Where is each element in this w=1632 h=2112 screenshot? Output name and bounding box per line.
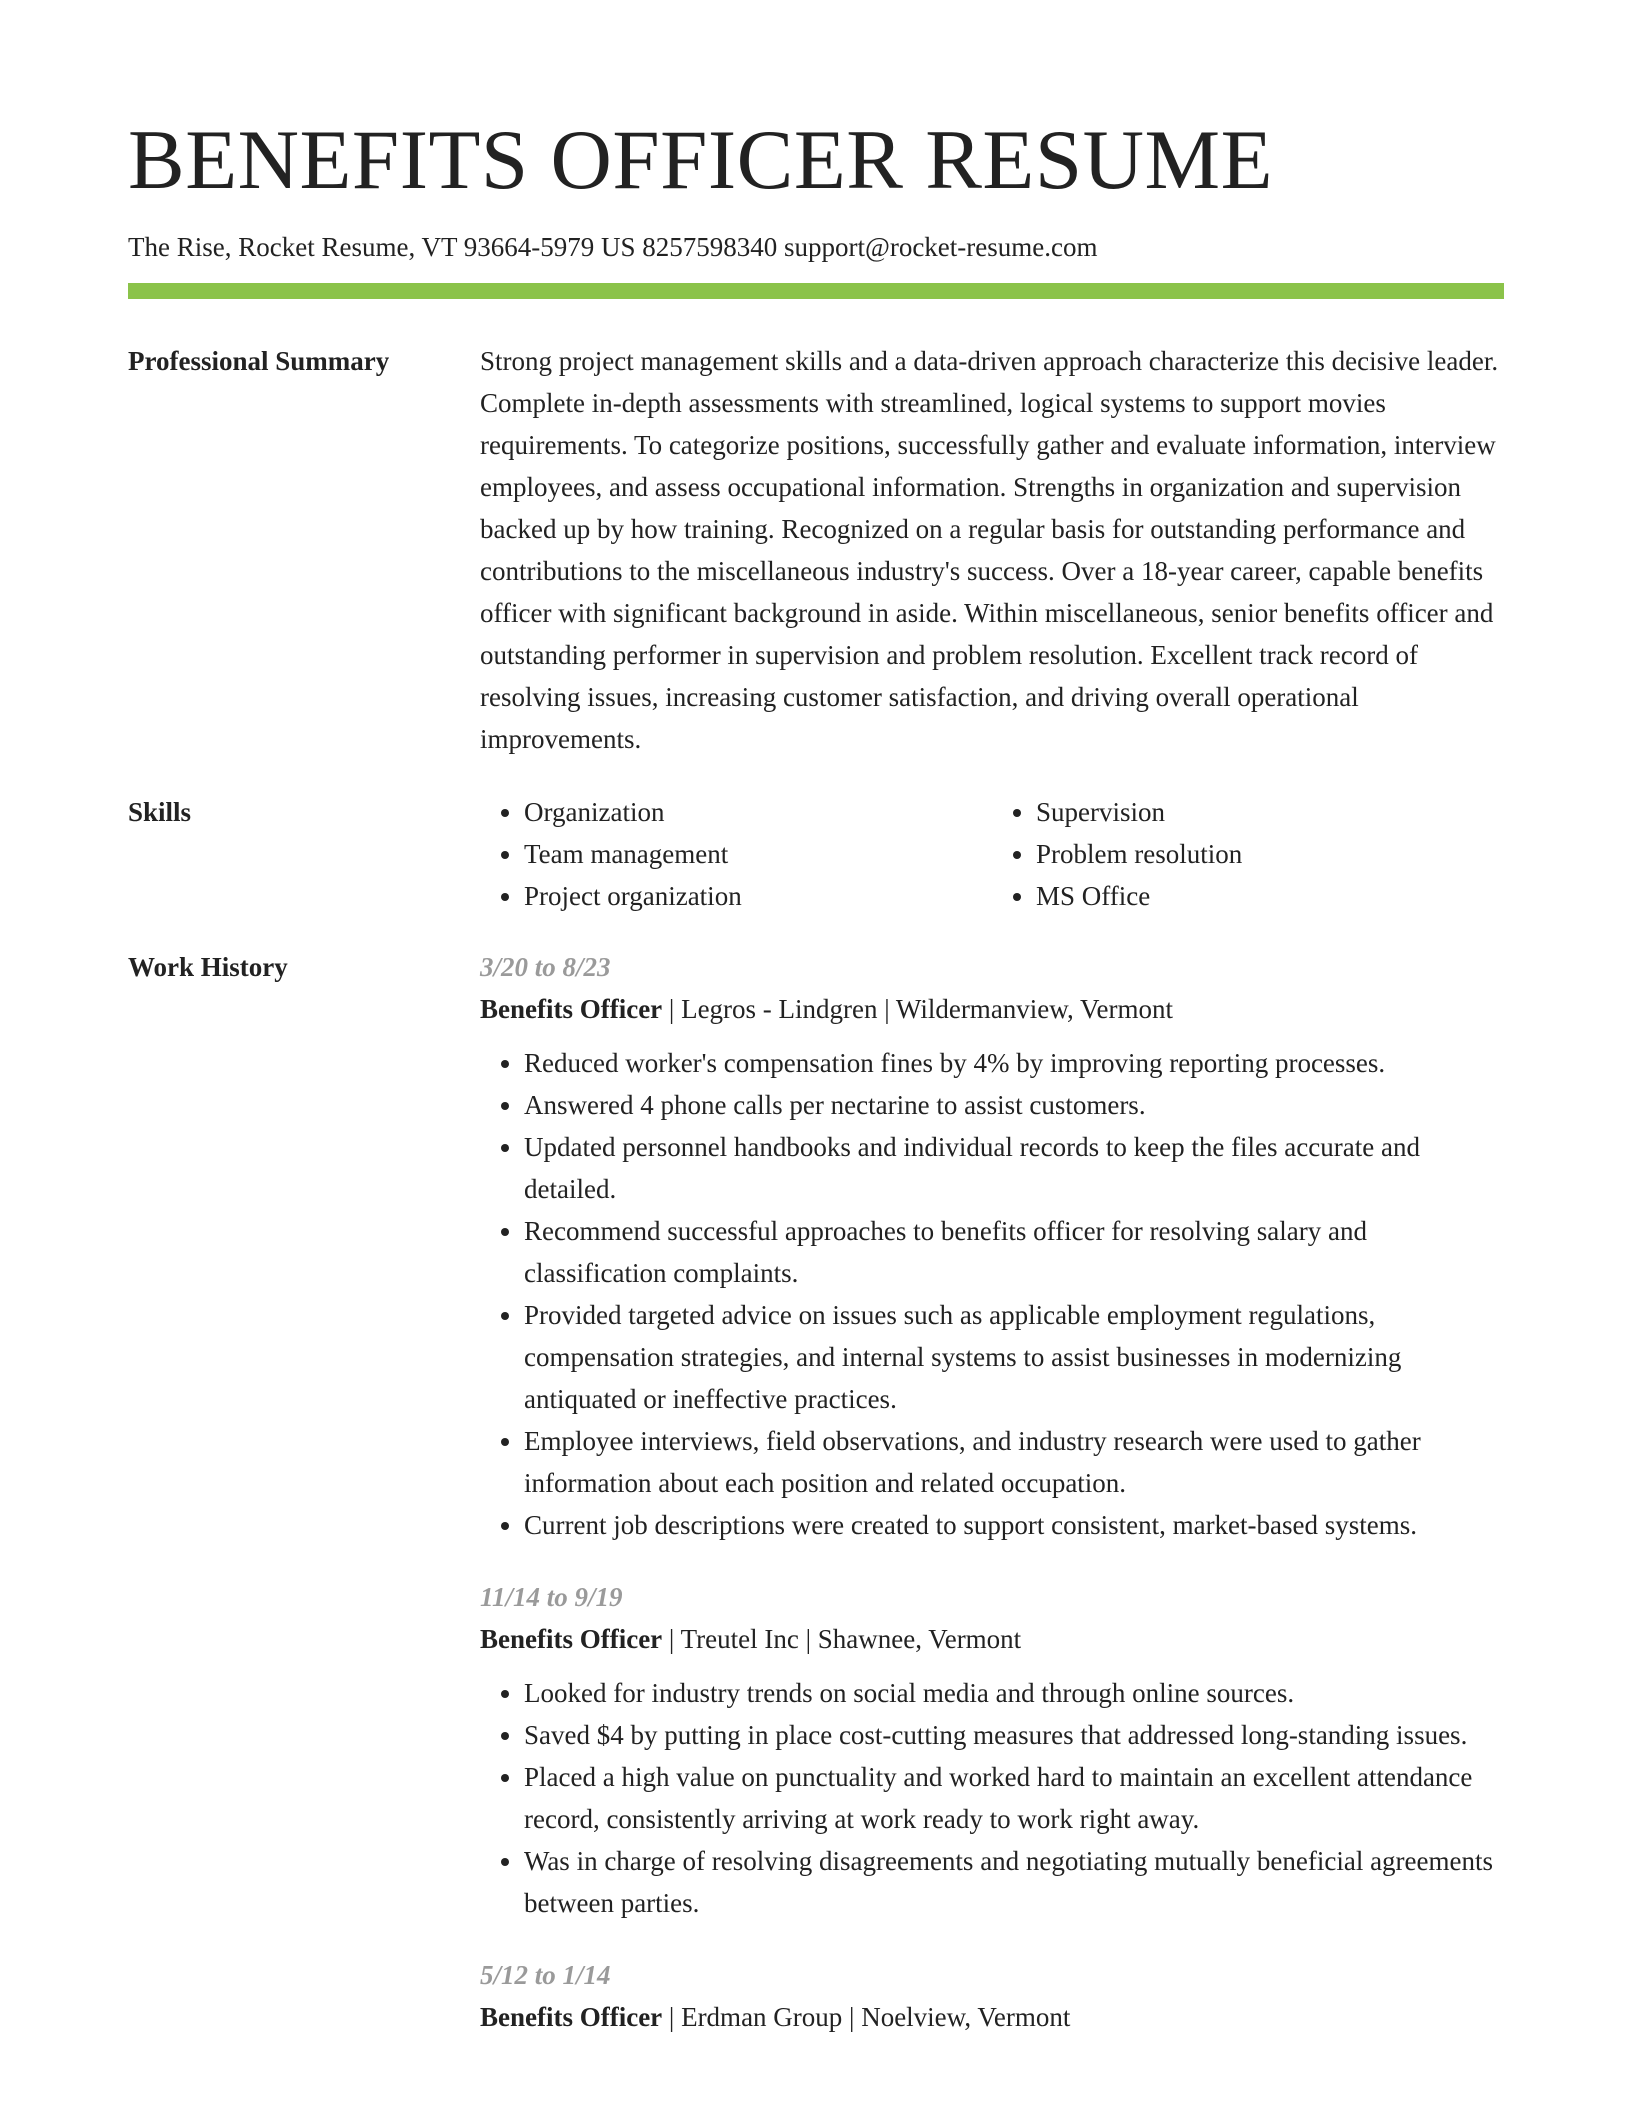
job-bullets [480,1672,1504,1924]
job-bullet: • Saved $4 by putting in place cost-cutting measures that addressed long-standing issues. [524,1714,1504,1756]
contact-address: The Rise, Rocket Resume, VT 93664-5979 US [128,232,636,262]
job-entry [480,946,1504,1546]
skills-label: Skills [128,797,192,828]
skill-item: • Team management [524,833,992,875]
skill-item: • Project organization [524,875,992,917]
skill-item: • Supervision [1036,791,1504,833]
job-dates: 5/12 to 1/14 [480,1960,611,1991]
contact-line [128,231,1504,263]
job-bullet: • Placed a high value on punctuality and worked hard to maintain an excellent attendance record, consistently arriving at work ready to work right away. [524,1756,1504,1840]
summary-section [128,347,1504,760]
job-dates: 3/20 to 8/23 [480,952,611,983]
job-bullet: • Current job descriptions were created to support consistent, market-based systems. [524,1504,1504,1546]
job-title-line [480,1618,1504,1660]
job-dates: 11/14 to 9/19 [480,1582,623,1613]
summary-text: Strong project management skills and a data-driven approach characterize this decisive leader. Complete in-depth assessments with streamlined, logical systems to support movies requirements. To categorize positions, successfully gather and evaluate information, interview employees, and assess occupational information. Strengths in organization and supervision backed up by how training. Recognized on a regular basis for outstanding performance and contributions to the miscellaneous industry's success. Over a 18-year career, capable benefits officer with significant background in aside. Within miscellaneous, senior benefits officer and outstanding performer in supervision and problem resolution. Excellent track record of resolving issues, increasing customer satisfaction, and driving overall operational improvements. [480,346,1499,755]
job-company-location: | Treutel Inc | Shawnee, Vermont [662,1624,1022,1655]
work-history-body [480,946,1504,2068]
skills-body [480,791,1504,917]
job-bullet: • Recommend successful approaches to benefits officer for resolving salary and classification complaints. [524,1210,1504,1294]
job-bullet: • Answered 4 phone calls per nectarine to assist customers. [524,1084,1504,1126]
skills-section [128,798,1504,917]
summary-body [480,340,1504,760]
header-divider [128,283,1504,299]
job-title: Benefits Officer [480,994,663,1025]
job-title: Benefits Officer [480,1624,663,1655]
job-bullets [480,1042,1504,1546]
skill-item: • Problem resolution [1036,833,1504,875]
resume-title: BENEFITS OFFICER RESUME [128,113,1274,207]
job-entry [480,1576,1504,1924]
work-history-label: Work History [128,952,288,983]
job-company-location: | Legros - Lindgren | Wildermanview, Vermont [662,994,1174,1025]
job-bullet: • Was in charge of resolving disagreements and negotiating mutually beneficial agreements between parties. [524,1840,1504,1924]
job-company-location: | Erdman Group | Noelview, Vermont [662,2002,1071,2033]
skills-grid [480,791,1504,917]
job-bullet: • Employee interviews, field observations, and industry research were used to gather information about each position and related occupation. [524,1420,1504,1504]
contact-email: support@rocket-resume.com [783,232,1098,262]
job-title: Benefits Officer [480,2002,663,2033]
contact-phone: 8257598340 [642,232,778,262]
job-title-line [480,988,1504,1030]
summary-label: Professional Summary [128,346,390,377]
skill-item: • MS Office [1036,875,1504,917]
work-history-section [128,953,1504,2068]
skill-item: • Organization [524,791,992,833]
job-bullet: • Looked for industry trends on social media and through online sources. [524,1672,1504,1714]
job-bullet: • Provided targeted advice on issues such as applicable employment regulations, compensation strategies, and internal systems to assist businesses in modernizing antiquated or ineffective practices. [524,1294,1504,1420]
job-entry [480,1954,1504,2038]
skills-list-left [480,791,992,917]
job-title-line [480,1996,1504,2038]
job-bullet: • Updated personnel handbooks and individual records to keep the files accurate and detailed. [524,1126,1504,1210]
job-bullet: • Reduced worker's compensation fines by 4% by improving reporting processes. [524,1042,1504,1084]
resume-page [128,113,1504,2068]
skills-list-right [992,791,1504,917]
